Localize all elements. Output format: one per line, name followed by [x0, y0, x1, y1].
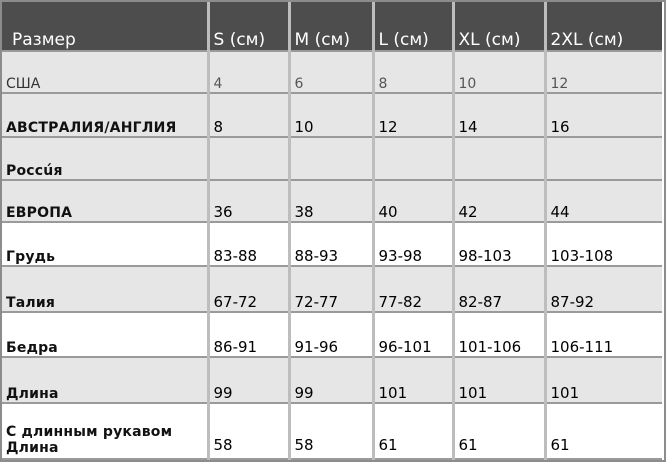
table-row-usa: [2, 51, 662, 93]
table-row-europe: [2, 180, 662, 222]
cell-value: 91-96: [289, 312, 373, 357]
row-label: Длина: [2, 357, 208, 403]
row-label: Бедра: [2, 312, 208, 357]
size-chart-table: [2, 2, 662, 460]
cell-value: 44: [545, 180, 662, 222]
cell-value: 72-77: [289, 266, 373, 312]
cell-value: 10: [289, 93, 373, 137]
cell-value: 103-108: [545, 222, 662, 266]
cell-value: [545, 137, 662, 180]
cell-value: 93-98: [373, 222, 453, 266]
cell-value: 86-91: [208, 312, 289, 357]
cell-value: 12: [545, 51, 662, 93]
cell-value: 40: [373, 180, 453, 222]
cell-value: 61: [373, 403, 453, 459]
cell-value: 88-93: [289, 222, 373, 266]
cell-value: 58: [289, 403, 373, 459]
cell-value: 8: [373, 51, 453, 93]
row-label: США: [2, 51, 208, 93]
cell-value: 61: [453, 403, 545, 459]
cell-value: 12: [373, 93, 453, 137]
cell-value: [289, 137, 373, 180]
table-row-russia: [2, 137, 662, 180]
cell-value: 14: [453, 93, 545, 137]
cell-value: 96-101: [373, 312, 453, 357]
cell-value: 101: [545, 357, 662, 403]
header-size-2xl: 2XL (см): [545, 2, 662, 51]
cell-value: 83-88: [208, 222, 289, 266]
cell-value: 87-92: [545, 266, 662, 312]
cell-value: 67-72: [208, 266, 289, 312]
cell-value: 6: [289, 51, 373, 93]
table-row-chest: [2, 222, 662, 266]
header-size-label: Размер: [2, 2, 208, 51]
header-size-xl: XL (см): [453, 2, 545, 51]
cell-value: 38: [289, 180, 373, 222]
cell-value: 77-82: [373, 266, 453, 312]
row-label: Россúя: [2, 137, 208, 180]
row-label: АВСТРАЛИЯ/АНГЛИЯ: [2, 93, 208, 137]
table-row-waist: [2, 266, 662, 312]
row-label-line2: Длина: [6, 440, 59, 456]
cell-value: [453, 137, 545, 180]
cell-value: [373, 137, 453, 180]
table-row-long-sleeve-length: [2, 403, 662, 459]
cell-value: 16: [545, 93, 662, 137]
table-row-australia-uk: [2, 93, 662, 137]
cell-value: 101-106: [453, 312, 545, 357]
table-row-hips: [2, 312, 662, 357]
header-size-l: L (см): [373, 2, 453, 51]
row-label-line1: С длинным рукавом: [6, 424, 173, 440]
cell-value: 101: [373, 357, 453, 403]
cell-value: 99: [289, 357, 373, 403]
cell-value: 99: [208, 357, 289, 403]
cell-value: 98-103: [453, 222, 545, 266]
header-row: [2, 2, 662, 51]
row-label: Талия: [2, 266, 208, 312]
row-label: ЕВРОПА: [2, 180, 208, 222]
cell-value: 82-87: [453, 266, 545, 312]
table-row-length: [2, 357, 662, 403]
header-size-s: S (см): [208, 2, 289, 51]
cell-value: 42: [453, 180, 545, 222]
cell-value: 10: [453, 51, 545, 93]
row-label: Грудь: [2, 222, 208, 266]
cell-value: 61: [545, 403, 662, 459]
cell-value: 101: [453, 357, 545, 403]
cell-value: 8: [208, 93, 289, 137]
cell-value: 4: [208, 51, 289, 93]
cell-value: 106-111: [545, 312, 662, 357]
cell-value: [208, 137, 289, 180]
cell-value: 36: [208, 180, 289, 222]
cell-value: 58: [208, 403, 289, 459]
header-size-m: M (см): [289, 2, 373, 51]
row-label: [2, 403, 208, 459]
